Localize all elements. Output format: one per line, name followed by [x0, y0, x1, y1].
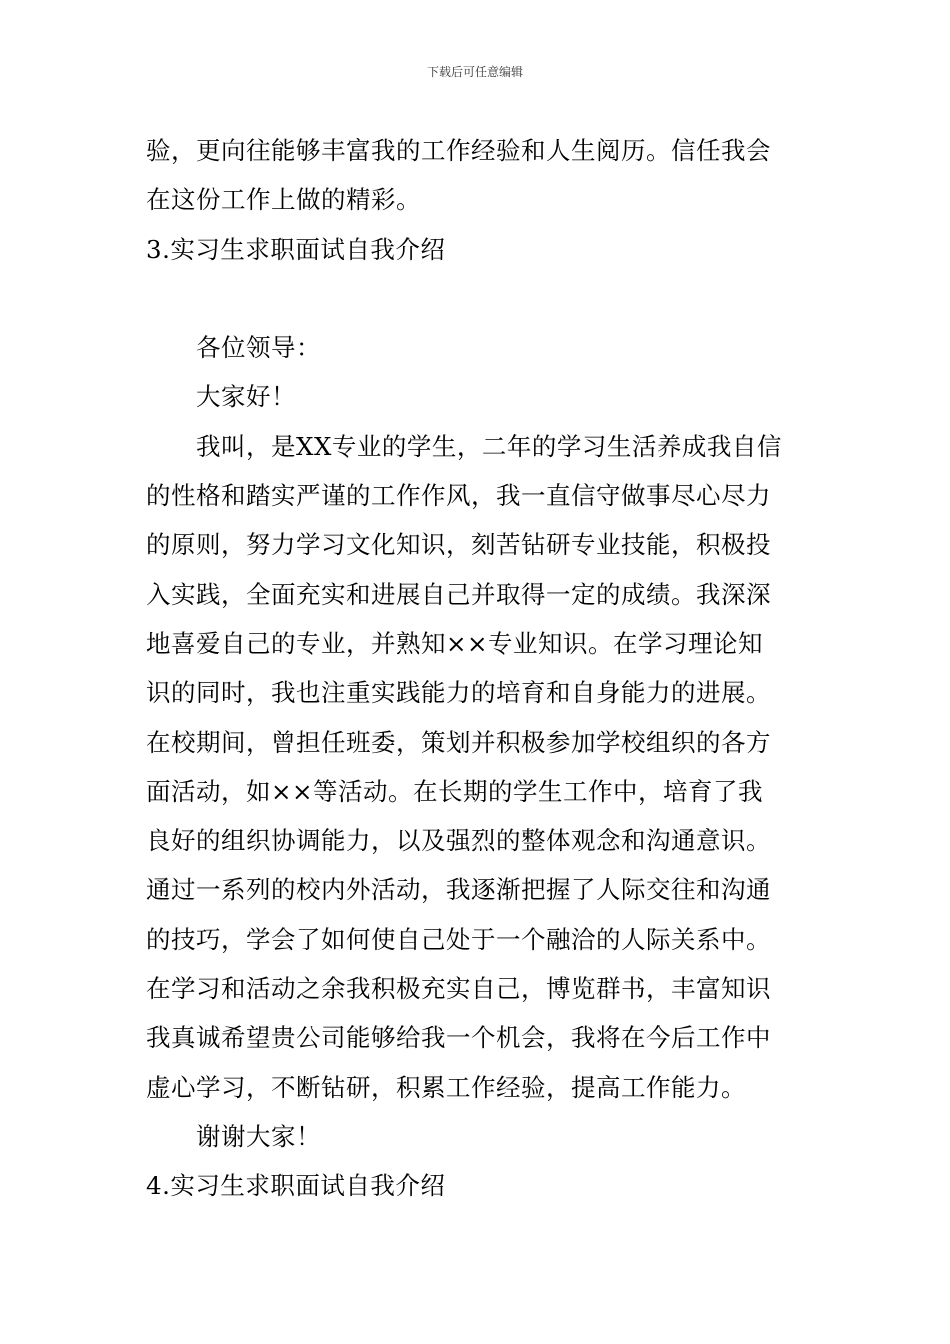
paragraph-line: 的性格和踏实严谨的工作作风，我一直信守做事尽心尽力 [146, 481, 771, 511]
paragraph-line: 的原则，努力学习文化知识，刻苦钻研专业技能，积极投 [146, 530, 771, 560]
paragraph-line: 面活动，如××等活动。在长期的学生工作中，培育了我 [146, 776, 764, 806]
paragraph-line: 地喜爱自己的专业，并熟知××专业知识。在学习理论知 [146, 628, 764, 658]
paragraph-line: 虚心学习，不断钻研，积累工作经验，提高工作能力。 [146, 1072, 746, 1102]
paragraph-line: 的技巧，学会了如何使自己处于一个融洽的人际关系中。 [146, 924, 771, 954]
paragraph-line: 良好的组织协调能力，以及强烈的整体观念和沟通意识。 [146, 826, 771, 856]
paragraph-line: 验，更向往能够丰富我的工作经验和人生阅历。信任我会 [146, 136, 771, 165]
paragraph-line: 通过一系列的校内外活动，我逐渐把握了人际交往和沟通 [146, 875, 771, 905]
paragraph-line: 识的同时，我也注重实践能力的培育和自身能力的进展。 [146, 678, 771, 708]
section-heading: 3.实习生求职面试自我介绍 [146, 234, 446, 264]
closing-thanks: 谢谢大家！ [196, 1121, 321, 1151]
paragraph-line: 在这份工作上做的精彩。 [146, 185, 421, 215]
salutation: 各位领导： [196, 333, 321, 363]
blank-line [146, 274, 806, 323]
greeting: 大家好！ [196, 382, 296, 412]
section-heading: 4.实习生求职面试自我介绍 [146, 1171, 446, 1201]
paragraph-line: 我叫，是XX专业的学生，二年的学习生活养成我自信 [196, 431, 782, 461]
paragraph-line: 在校期间，曾担任班委，策划并积极参加学校组织的各方 [146, 727, 771, 757]
paragraph-line: 在学习和活动之余我积极充实自己，博览群书，丰富知识 [146, 974, 771, 1004]
paragraph-line: 入实践，全面充实和进展自己并取得一定的成绩。我深深 [146, 579, 771, 609]
page-header-note: 下载后可任意编辑 [426, 65, 523, 79]
document-body [146, 126, 806, 1211]
paragraph-line: 我真诚希望贵公司能够给我一个机会，我将在今后工作中 [146, 1023, 771, 1053]
